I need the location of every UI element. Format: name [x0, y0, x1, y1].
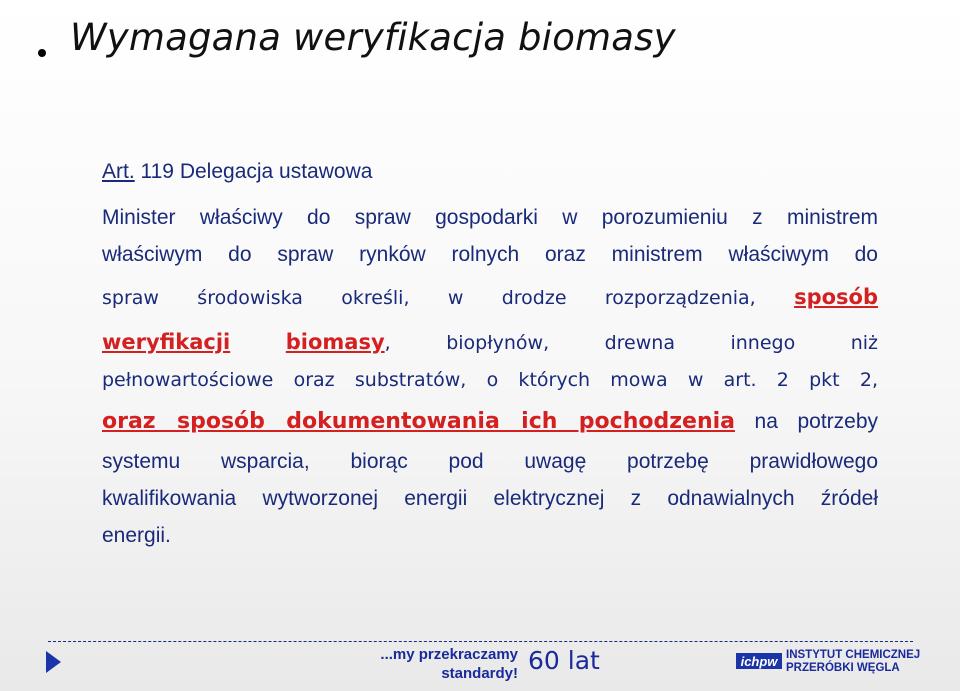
- institute-name-line-1: INSTYTUT CHEMICZNEJ: [786, 649, 921, 661]
- highlight-weryfikacji: weryfikacji: [102, 330, 231, 354]
- institute-name: [786, 649, 920, 675]
- article-link[interactable]: Art.: [102, 160, 135, 183]
- paragraph-line-7: systemu wsparcia, biorąc pod uwagę potrzebę prawidłowego: [102, 450, 878, 473]
- institute-name-line-2: PRZERÓBKI WĘGLA: [786, 662, 900, 674]
- highlight-biomasy: biomasy: [285, 330, 385, 354]
- article-heading-rest: 119 Delegacja ustawowa: [134, 160, 373, 183]
- paragraph-line-5: pełnowartościowe oraz substratów, o których mowa w art. 2 pkt 2,: [102, 369, 878, 391]
- footer-slogan: [354, 645, 518, 683]
- line-4-text: , biopłynów, drewna innego niż: [384, 332, 878, 354]
- paragraph-line-3: [102, 285, 878, 309]
- paragraph-line-2: właściwym do spraw rynków rolnych oraz ministrem właściwym do: [102, 243, 878, 266]
- institute-logo-icon: [736, 650, 782, 672]
- slide-title: Wymagana weryfikacja biomasy: [70, 16, 676, 59]
- logo-mark-text: ichpw: [740, 654, 778, 669]
- article-heading: [102, 160, 372, 184]
- slogan-line-2: standardy!: [441, 665, 518, 682]
- slogan-line-1: ...my przekraczamy: [380, 646, 518, 663]
- paragraph-line-1: Minister właściwy do spraw gospodarki w porozumieniu z ministrem: [102, 206, 878, 229]
- highlight-sposob: sposób: [794, 285, 878, 309]
- paragraph-line-9: energii.: [102, 524, 171, 547]
- paragraph-line-6: [102, 409, 878, 434]
- paragraph-line-8: kwalifikowania wytworzonej energii elektrycznej z odnawialnych źródeł: [102, 487, 878, 510]
- anniversary-years: 60 lat: [528, 646, 600, 675]
- paragraph-line-4: [102, 330, 878, 354]
- footer-divider: [48, 641, 913, 642]
- line-6-text: na potrzeby: [735, 410, 879, 433]
- line-3-text: spraw środowiska określi, w drodze rozporządzenia,: [102, 287, 756, 309]
- highlight-dokumentowanie: oraz sposób dokumentowania ich pochodzenia: [102, 409, 735, 434]
- next-slide-arrow-icon[interactable]: [46, 651, 61, 673]
- title-bullet: [38, 49, 46, 57]
